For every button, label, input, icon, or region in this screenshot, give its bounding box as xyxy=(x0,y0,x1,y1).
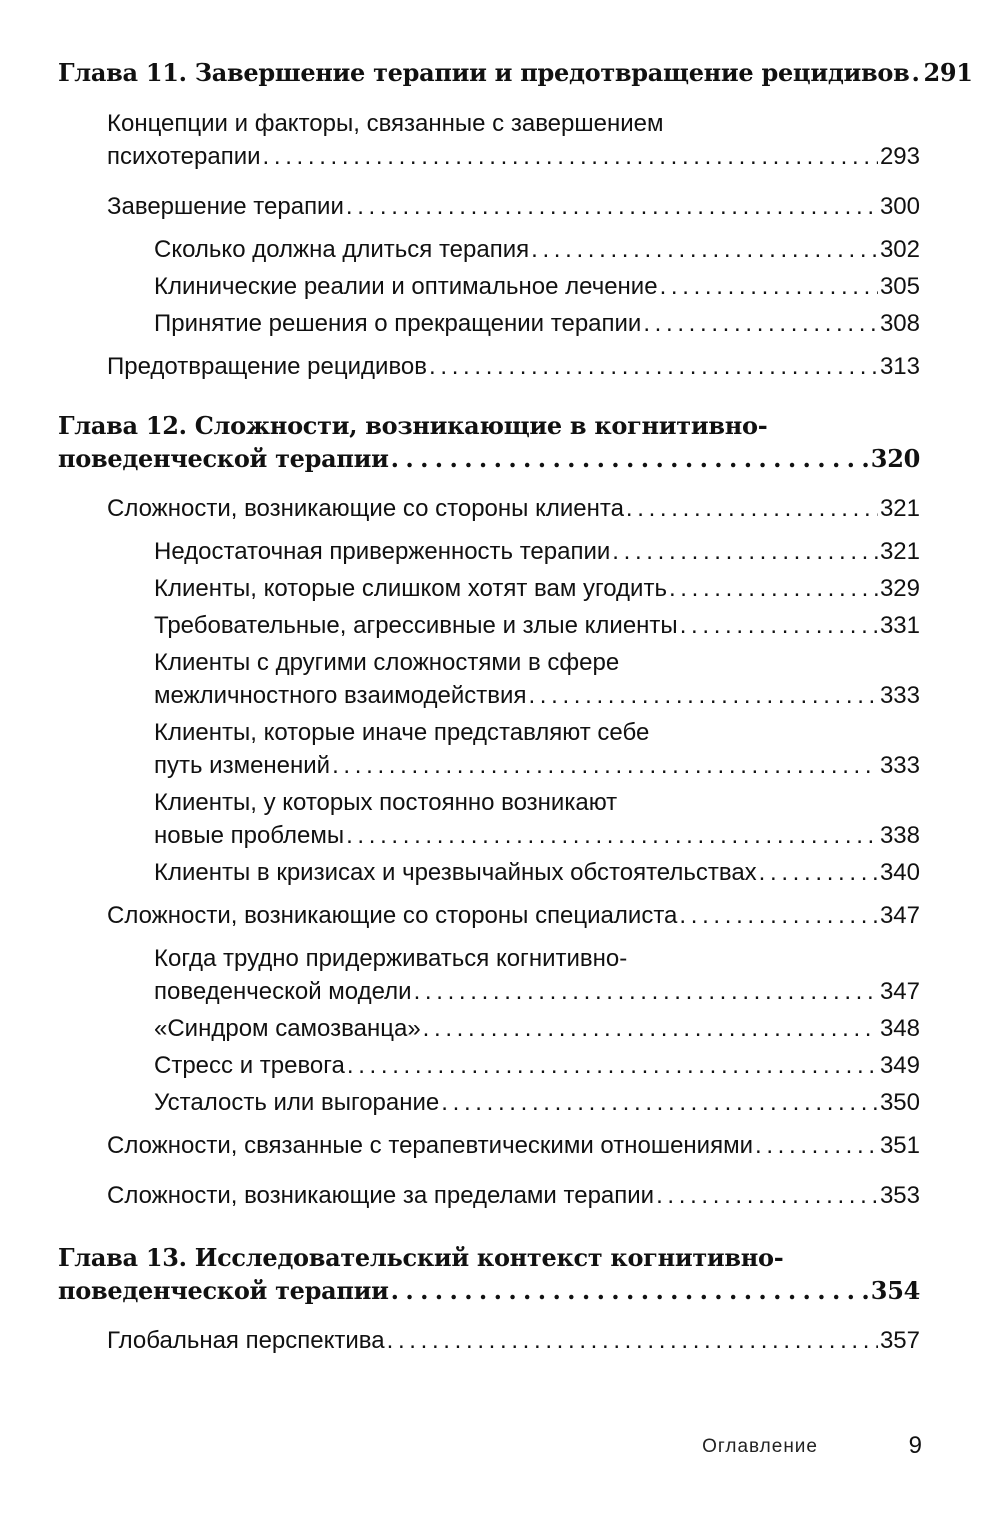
dot-leader xyxy=(680,609,878,642)
entry-title: Сложности, связанные с терапевтическими отношениями xyxy=(107,1132,753,1159)
toc-entry[interactable] xyxy=(154,856,920,889)
entry-page: 354 xyxy=(870,1276,920,1305)
toc-entry[interactable] xyxy=(107,1129,920,1162)
entry-page: 357 xyxy=(879,1327,920,1354)
dot-leader xyxy=(346,819,878,852)
toc-entry[interactable] xyxy=(154,1086,920,1119)
entry-title: поведенческой терапии xyxy=(58,444,389,473)
dot-leader xyxy=(414,975,878,1008)
dot-leader xyxy=(391,1274,869,1307)
entry-title: Сложности, возникающие со стороны клиента xyxy=(107,495,624,522)
entry-title: Завершение терапии xyxy=(107,193,344,220)
dot-leader xyxy=(423,1012,878,1045)
dot-leader xyxy=(755,1129,878,1162)
entry-title-line1: Когда трудно придерживаться когнитивно- xyxy=(154,945,628,972)
entry-title: Сложности, возникающие со стороны специалиста xyxy=(107,902,678,929)
entry-page: 348 xyxy=(879,1015,920,1042)
entry-title-line1: Глава 12. Сложности, возникающие в когнитивно- xyxy=(58,411,768,440)
toc-chapter-11[interactable] xyxy=(58,56,973,89)
toc-entry[interactable] xyxy=(154,786,920,852)
entry-title: Клинические реалии и оптимальное лечение xyxy=(154,273,658,300)
toc-entry[interactable] xyxy=(107,492,920,525)
entry-title: Клиенты в кризисах и чрезвычайных обстоятельствах xyxy=(154,859,757,886)
entry-title: Глобальная перспектива xyxy=(107,1327,385,1354)
entry-page: 302 xyxy=(879,236,920,263)
dot-leader xyxy=(441,1086,878,1119)
entry-page: 331 xyxy=(879,612,920,639)
dot-leader xyxy=(387,1324,878,1357)
entry-title: Недостаточная приверженность терапии xyxy=(154,538,611,565)
entry-title: Предотвращение рецидивов xyxy=(107,353,428,380)
entry-page: 293 xyxy=(879,143,920,170)
dot-leader xyxy=(347,1049,878,1082)
entry-title: Усталость или выгорание xyxy=(154,1089,440,1116)
entry-title: поведенческой модели xyxy=(154,978,412,1005)
toc-entry[interactable] xyxy=(154,1049,920,1082)
entry-title: психотерапии xyxy=(107,143,261,170)
dot-leader xyxy=(263,140,878,173)
page-footer xyxy=(0,1432,1000,1462)
entry-title-line1: Клиенты, у которых постоянно возникают xyxy=(154,789,618,816)
entry-page: 321 xyxy=(879,495,920,522)
toc-entry[interactable] xyxy=(154,1012,920,1045)
dot-leader xyxy=(912,56,922,89)
dot-leader xyxy=(669,572,878,605)
entry-title: Сложности, возникающие за пределами терапии xyxy=(107,1182,655,1209)
entry-page: 329 xyxy=(879,575,920,602)
dot-leader xyxy=(391,442,869,475)
entry-page: 351 xyxy=(879,1132,920,1159)
toc-entry[interactable] xyxy=(154,572,920,605)
entry-page: 320 xyxy=(870,444,920,473)
toc-entry[interactable] xyxy=(107,1324,920,1357)
table-of-contents xyxy=(58,56,973,1357)
entry-page: 347 xyxy=(879,978,920,1005)
toc-entry[interactable] xyxy=(154,716,920,782)
dot-leader xyxy=(660,270,878,303)
dot-leader xyxy=(531,233,878,266)
dot-leader xyxy=(332,749,878,782)
entry-page: 313 xyxy=(879,353,920,380)
toc-entry[interactable] xyxy=(107,190,920,223)
dot-leader xyxy=(626,492,878,525)
entry-title: Сколько должна длиться терапия xyxy=(154,236,530,263)
toc-entry[interactable] xyxy=(154,535,920,568)
entry-title: Требовательные, агрессивные и злые клиенты xyxy=(154,612,678,639)
dot-leader xyxy=(643,307,878,340)
toc-entry[interactable] xyxy=(107,899,920,932)
entry-title: Стресс и тревога xyxy=(154,1052,345,1079)
toc-entry[interactable] xyxy=(107,1179,920,1212)
entry-page: 321 xyxy=(879,538,920,565)
dot-leader xyxy=(346,190,878,223)
entry-page: 333 xyxy=(879,752,920,779)
toc-entry[interactable] xyxy=(154,307,920,340)
page-number: 9 xyxy=(908,1432,922,1459)
entry-title-line1: Концепции и факторы, связанные с завершением xyxy=(107,110,664,137)
entry-title: «Синдром самозванца» xyxy=(154,1015,421,1042)
dot-leader xyxy=(679,899,878,932)
toc-entry[interactable] xyxy=(107,350,920,383)
toc-entry[interactable] xyxy=(154,270,920,303)
entry-title-line1: Клиенты с другими сложностями в сфере xyxy=(154,649,620,676)
dot-leader xyxy=(612,535,878,568)
entry-page: 347 xyxy=(879,902,920,929)
entry-title: новые проблемы xyxy=(154,822,345,849)
dot-leader xyxy=(429,350,878,383)
toc-entry[interactable] xyxy=(154,233,920,266)
entry-title: путь изменений xyxy=(154,752,331,779)
entry-title-line1: Глава 13. Исследовательский контекст когнитивно- xyxy=(58,1243,784,1272)
entry-page: 291 xyxy=(923,58,973,87)
dot-leader xyxy=(528,679,878,712)
entry-page: 349 xyxy=(879,1052,920,1079)
entry-title: Глава 11. Завершение терапии и предотвращение рецидивов xyxy=(58,58,910,87)
toc-chapter-12[interactable] xyxy=(58,409,920,475)
toc-chapter-13[interactable] xyxy=(58,1241,920,1307)
toc-entry[interactable] xyxy=(154,942,920,1008)
entry-page: 338 xyxy=(879,822,920,849)
entry-page: 350 xyxy=(879,1089,920,1116)
entry-page: 305 xyxy=(879,273,920,300)
entry-page: 333 xyxy=(879,682,920,709)
entry-title: межличностного взаимодействия xyxy=(154,682,527,709)
entry-page: 300 xyxy=(879,193,920,220)
entry-title: Клиенты, которые слишком хотят вам угодить xyxy=(154,575,667,602)
entry-title: поведенческой терапии xyxy=(58,1276,389,1305)
entry-title-line1: Клиенты, которые иначе представляют себе xyxy=(154,719,650,746)
dot-leader xyxy=(759,856,878,889)
toc-entry[interactable] xyxy=(154,646,920,712)
dot-leader xyxy=(656,1179,878,1212)
toc-entry[interactable] xyxy=(107,107,920,173)
entry-page: 353 xyxy=(879,1182,920,1209)
running-footer-title: Оглавление xyxy=(702,1436,818,1457)
entry-page: 308 xyxy=(879,310,920,337)
entry-title: Принятие решения о прекращении терапии xyxy=(154,310,642,337)
entry-page: 340 xyxy=(879,859,920,886)
toc-entry[interactable] xyxy=(154,609,920,642)
